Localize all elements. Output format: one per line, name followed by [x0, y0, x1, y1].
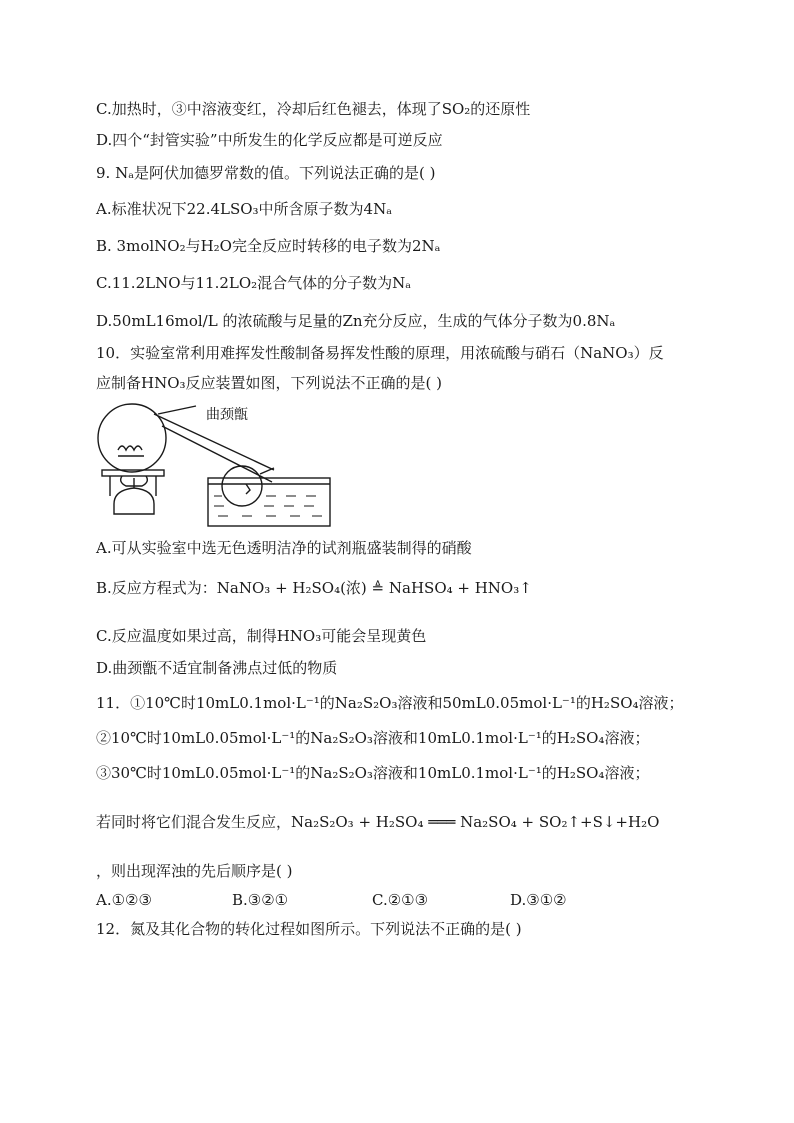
retort-label: 曲颈甑 [206, 407, 248, 423]
q9-option-c: C.11.2LNO与11.2LO₂混合气体的分子数为Nₐ [96, 274, 412, 292]
q9-option-a: A.标准状况下22.4LSO₃中所含原子数为4Nₐ [96, 200, 393, 218]
q9-option-d: D.50mL16mol/L 的浓硫酸与足量的Zn充分反应，生成的气体分子数为0.8Nₐ [96, 312, 616, 330]
q10-option-c: C.反应温度如果过高，制得HNO₃可能会呈现黄色 [96, 627, 427, 645]
q11-option-c: C.②①③ [372, 891, 429, 909]
q10-option-b: B.反应方程式为：NaNO₃ + H₂SO₄(浓) ≜ NaHSO₄ + HNO₃↑ [96, 579, 532, 597]
q12-stem: 12．氮及其化合物的转化过程如图所示。下列说法不正确的是( ) [96, 920, 522, 938]
q11-question: ，则出现浑浊的先后顺序是( ) [96, 862, 293, 880]
q8-option-c: C.加热时，③中溶液变红，冷却后红色褪去，体现了SO₂的还原性 [96, 100, 531, 118]
q10-stem-line1: 10．实验室常利用难挥发性酸制备易挥发性酸的原理，用浓硫酸与硝石（NaNO₃）反 [96, 344, 664, 362]
q11-option-a: A.①②③ [96, 891, 152, 909]
q11-reaction: 若同时将它们混合发生反应，Na₂S₂O₃ + H₂SO₄ ═══ Na₂SO₄ + SO₂↑+S↓+H₂O [96, 813, 660, 831]
q10-option-d: D.曲颈甑不适宜制备沸点过低的物质 [96, 659, 338, 677]
q11-item-1: 11．①10℃时10mL0.1mol·L⁻¹的Na₂S₂O₃溶液和50mL0.05mol·L⁻¹的H₂SO₄溶液； [96, 694, 684, 712]
q8-option-d: D.四个“封管实验”中所发生的化学反应都是可逆反应 [96, 131, 443, 149]
q11-item-3: ③30℃时10mL0.05mol·L⁻¹的Na₂S₂O₃溶液和10mL0.1mol·L⁻¹的H₂SO₄溶液； [96, 764, 650, 782]
q11-option-d: D.③①② [510, 891, 567, 909]
q11-option-b: B.③②① [232, 891, 289, 909]
q10-option-a: A.可从实验室中选无色透明洁净的试剂瓶盛装制得的硝酸 [96, 539, 472, 557]
q9-stem: 9. Nₐ是阿伏加德罗常数的值。下列说法正确的是( ) [96, 164, 436, 182]
q10-stem-line2: 应制备HNO₃反应装置如图，下列说法不正确的是( ) [96, 374, 442, 392]
q11-item-2: ②10℃时10mL0.05mol·L⁻¹的Na₂S₂O₃溶液和10mL0.1mol·L⁻¹的H₂SO₄溶液； [96, 729, 650, 747]
q9-option-b: B. 3molNO₂与H₂O完全反应时转移的电子数为2Nₐ [96, 237, 441, 255]
